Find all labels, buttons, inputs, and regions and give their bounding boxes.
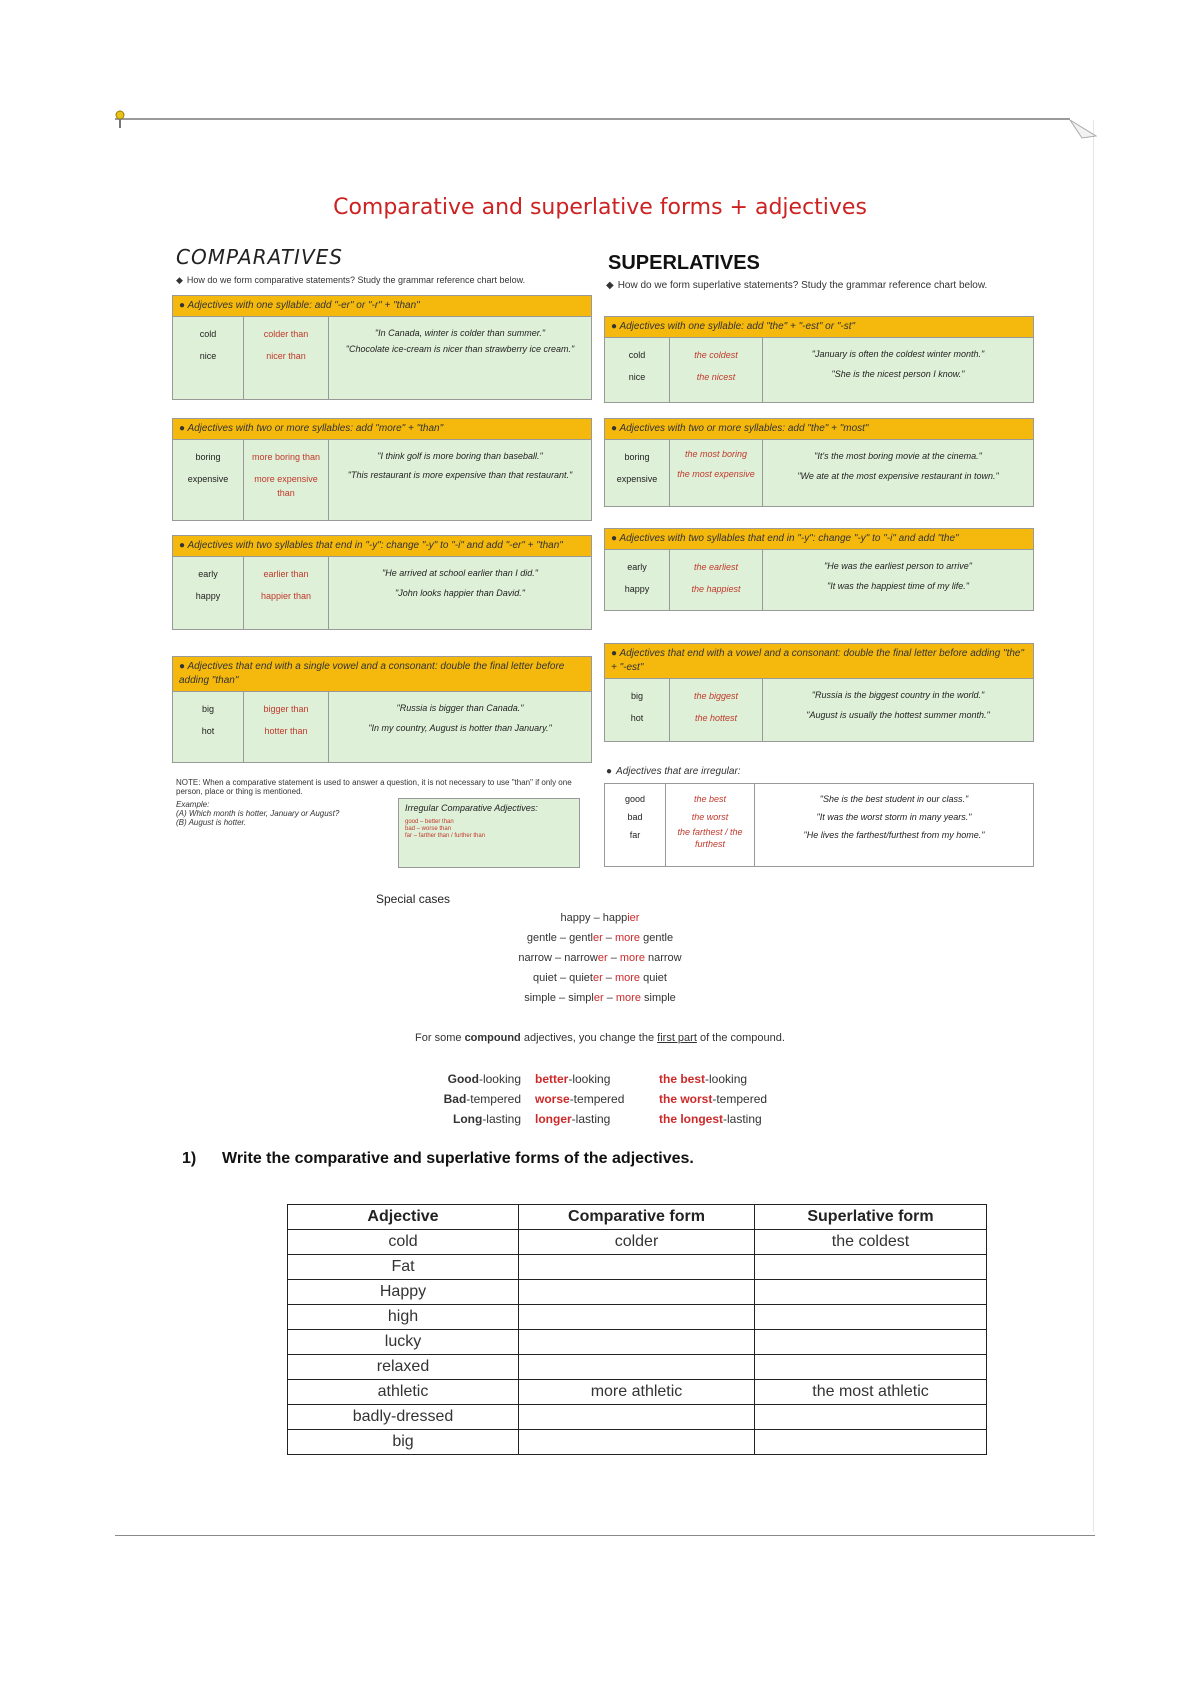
column-header: Adjective [288,1205,519,1230]
compound-example-row: Bad-tempered worse-tempered the worst-tempered [443,1092,768,1106]
superlatives-rule-3: ● Adjectives with two syllables that end in "-y": change "-y" to "-i" and add "the" early happy the earliest the happiest "He was the earliest person to arrive" "It was the happiest time of my life." [604,528,1034,611]
comparative-cell[interactable] [519,1430,755,1455]
comparative-cell[interactable] [519,1355,755,1380]
adjective-cell: high [288,1305,519,1330]
page-title: Comparative and superlative forms + adjectives [333,195,867,220]
page-curl-icon [1068,118,1098,142]
table-row [288,1330,987,1355]
superlative-cell[interactable] [755,1355,987,1380]
adjective-cell: Fat [288,1255,519,1280]
superlatives-rule-1: ● Adjectives with one syllable: add "the" + "-est" or "-st" cold nice the coldest the nicest "January is often the coldest winter month." "She is the nicest person I know." [604,316,1034,403]
exercise-table [287,1204,987,1455]
column-header: Superlative form [755,1205,987,1230]
comparative-cell[interactable]: colder [519,1230,755,1255]
superlatives-irregular-label: ● Adjectives that are irregular: [606,766,741,777]
superlatives-heading: SUPERLATIVES [608,252,760,274]
superlative-cell[interactable] [755,1330,987,1355]
comparatives-rule-4: ● Adjectives that end with a single vowel and a consonant: double the final letter before adding "than" big hot bigger than hotter than "Russia is bigger than Canada." "In my country, August is hotter than January." [172,656,592,763]
special-case-line: narrow – narrower – more narrow [518,952,682,964]
comparative-cell[interactable] [519,1330,755,1355]
comparatives-note: NOTE: When a comparative statement is used to answer a question, it is not necessary to use "than" if only one person, place or thing is mentioned. Example: (A) Which month is hotter, January or August? (B) August is hotter. [176,778,572,827]
irregular-superlatives-table: good bad far the best the worst the farthest / the furthest "She is the best student in our class." "It was the worst storm in many years." "He lives the farthest/furthest from my home." [604,783,1034,867]
comparative-cell[interactable] [519,1255,755,1280]
adjective-cell: lucky [288,1330,519,1355]
special-case-line: quiet – quieter – more quiet [533,972,667,984]
comparatives-question: ◆ How do we form comparative statements? Study the grammar reference chart below. [176,275,526,285]
comparative-cell[interactable] [519,1305,755,1330]
superlatives-rule-2: ● Adjectives with two or more syllables: add "the" + "most" boring expensive the most boring the most expensive "It's the most boring movie at the cinema." "We ate at the most expensive restaurant in town." [604,418,1034,507]
irregular-comparatives-box: Irregular Comparative Adjectives: good – better than bad – worse than far – farther than / further than [398,798,580,868]
superlative-cell[interactable] [755,1280,987,1305]
bottom-rule [115,1535,1095,1536]
special-case-line: simple – simpler – more simple [524,992,676,1004]
adjective-cell: athletic [288,1380,519,1405]
adjective-cell: cold [288,1230,519,1255]
comparative-cell[interactable]: more athletic [519,1380,755,1405]
top-rule [115,118,1070,120]
table-row [288,1430,987,1455]
superlative-cell[interactable] [755,1405,987,1430]
superlative-cell[interactable] [755,1305,987,1330]
table-row [288,1355,987,1380]
compound-example-row: Long-lasting longer-lasting the longest-lasting [452,1112,762,1126]
comparatives-rule-2: ● Adjectives with two or more syllables: add "more" + "than" boring expensive more boring than more expensive than "I think golf is more boring than baseball." "This restaurant is more expensive than that restaurant." [172,418,592,521]
compound-note: For some compound adjectives, you change the first part of the compound. [415,1032,785,1044]
superlative-cell[interactable] [755,1430,987,1455]
pushpin-icon [112,110,128,130]
table-row [288,1280,987,1305]
table-row [288,1380,987,1405]
special-case-line: happy – happier [560,912,640,924]
comparatives-rule-1: ● Adjectives with one syllable: add "-er" or "-r" + "than" cold nice colder than nicer than "In Canada, winter is colder than summer." "Chocolate ice-cream is nicer than strawberry ice cream." [172,295,592,400]
adjective-cell: big [288,1430,519,1455]
table-row [288,1305,987,1330]
superlative-cell[interactable] [755,1255,987,1280]
adjective-cell: relaxed [288,1355,519,1380]
special-cases-heading: Special cases [376,892,451,906]
column-header: Comparative form [519,1205,755,1230]
comparative-cell[interactable] [519,1405,755,1430]
special-case-line: gentle – gentler – more gentle [526,932,674,944]
compound-example-row: Good-looking better-looking the best-looking [447,1072,748,1086]
superlatives-rule-4: ● Adjectives that end with a vowel and a consonant: double the final letter before adding "the" + "-est" big hot the biggest the hottest "Russia is the biggest country in the world." "August is usually the hottest summer month." [604,643,1034,742]
superlatives-question: ◆ How do we form superlative statements? Study the grammar reference chart below. [606,280,988,291]
superlative-cell[interactable]: the most athletic [755,1380,987,1405]
adjective-cell: Happy [288,1280,519,1305]
comparative-cell[interactable] [519,1280,755,1305]
comparatives-rule-3: ● Adjectives with two syllables that end in "-y": change "-y" to "-i" and add "-er" + "than" early happy earlier than happier than "He arrived at school earlier than I did." "John looks happier than David." [172,535,592,630]
table-header-row [288,1205,987,1230]
superlative-cell[interactable]: the coldest [755,1230,987,1255]
table-row [288,1230,987,1255]
table-row [288,1405,987,1430]
comparatives-heading: COMPARATIVES [176,245,343,269]
exercise-instruction: 1) Write the comparative and superlative forms of the adjectives. [182,1150,694,1167]
table-row [288,1255,987,1280]
adjective-cell: badly-dressed [288,1405,519,1430]
